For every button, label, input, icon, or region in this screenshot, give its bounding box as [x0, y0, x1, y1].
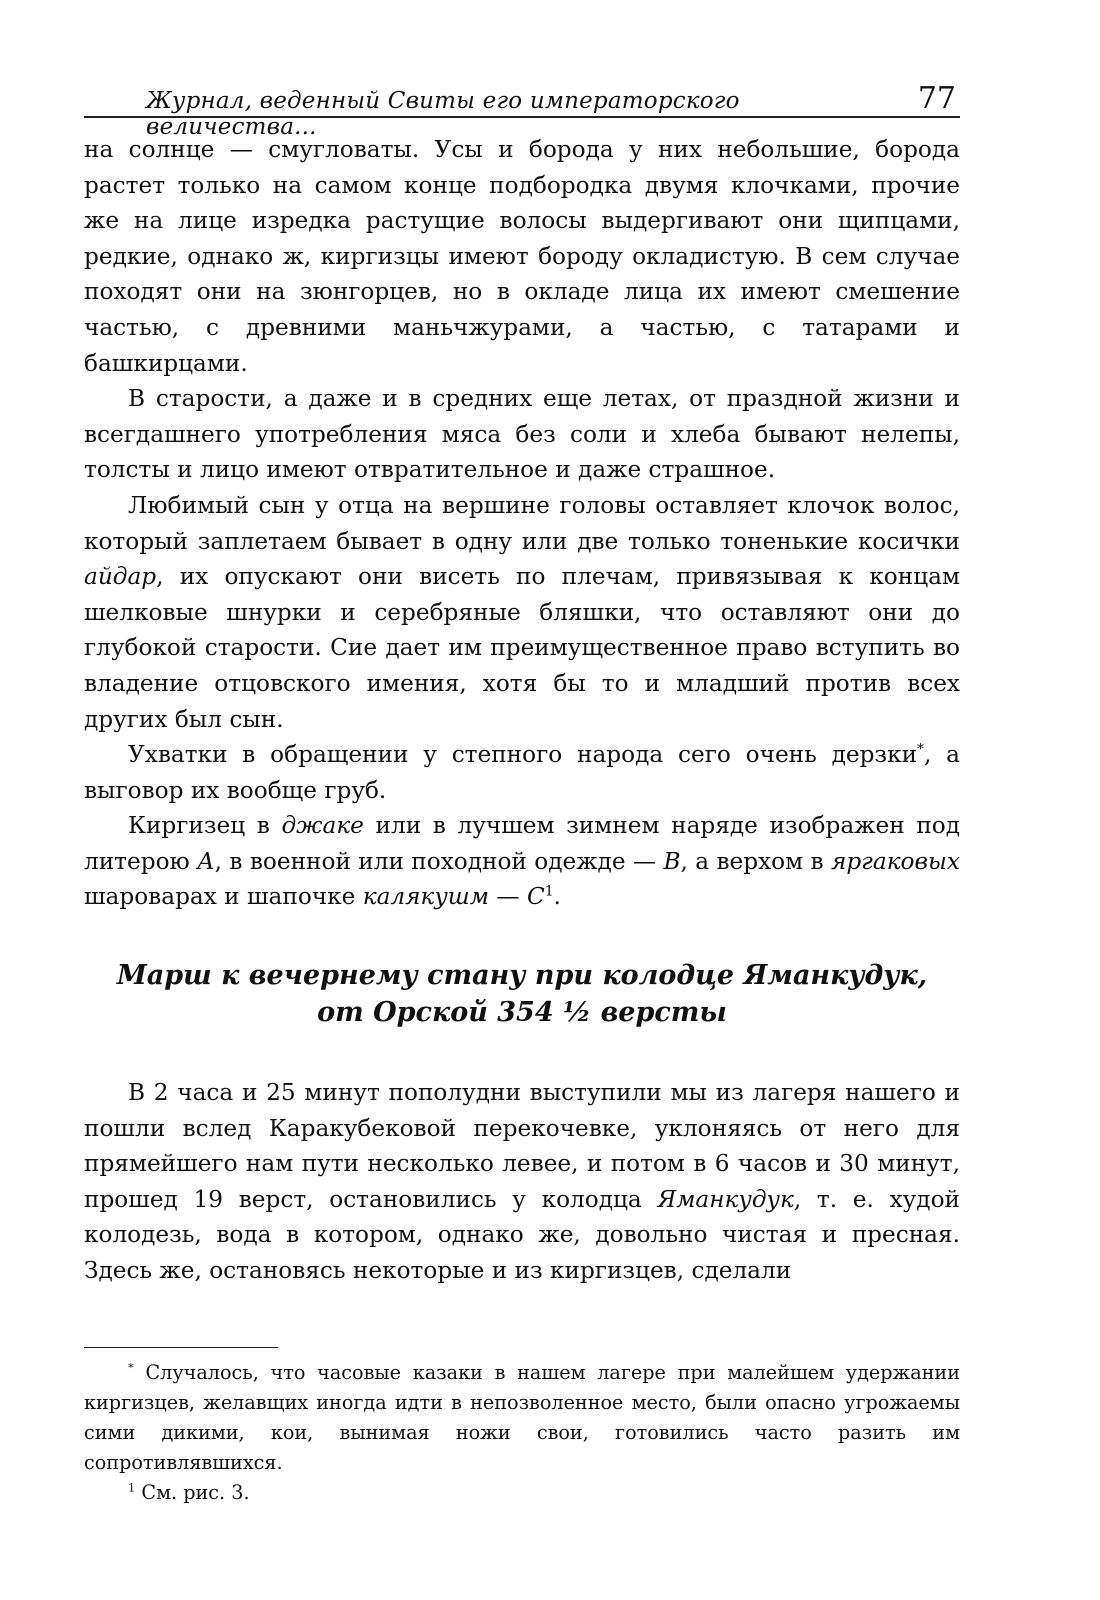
letter-b: В: [663, 847, 681, 875]
paragraph-3-text-b: , их опускают они висеть по плечам, привязывая к концам шелковые шнурки и серебряные бляшки, что оставляют они до глубокой старости. Сие дает им преимущественное право вступить во владение отцовского имения, хотя бы то и младший против всех других был сын.: [84, 563, 960, 733]
footnote-1-text: См. рис. 3.: [135, 1480, 250, 1504]
running-title: Журнал, веденный Свиты его императорского величества...: [146, 88, 740, 140]
paragraph-5-text-f: —: [489, 883, 527, 911]
footnote-1-mark: 1: [128, 1480, 136, 1495]
footnote-star-ref: *: [917, 741, 924, 758]
paragraph-1: на солнце — смугловаты. Усы и борода у них небольшие, борода растет только на самом конце подбородка двумя клочками, прочие же на лице изредка растущие волосы выдергивают они щипцами, редкие, однако ж, киргизцы имеют бороду окладистую. В сем случае походят они на зюнгорцев, но в окладе лица их имеют смешение частью, с древними маньчжурами, а частью, с татарами и башкирцами.: [84, 136, 960, 377]
main-text: [84, 132, 960, 1289]
place-yamankuduk: Яманкудук: [657, 1185, 794, 1213]
section-heading-line-2: от Орской 354 ½ версты: [317, 997, 727, 1029]
term-yargakovyh: яргаковых: [830, 847, 960, 875]
footnote-divider: [84, 1347, 278, 1348]
book-page: [84, 70, 960, 1570]
paragraph-3-text-a: Любимый сын у отца на вершине головы оставляет клочок волос, который заплетаем бывает в одну или две только тоненькие косички: [84, 491, 960, 555]
march-paragraph-text-a: В 2 часа и 25 минут пополудни выступили мы из лагеря нашего и пошли вслед Каракубековой перекочевке, уклоняясь от него для прямейшего нам пути несколько левее, и потом в 6 часов и 30 минут, прошед 19 верст, остановились у колодца: [84, 1079, 960, 1213]
footnote-star-mark: *: [128, 1360, 134, 1375]
page-number: 77: [917, 81, 956, 116]
march-paragraph: [84, 1075, 960, 1289]
paragraph-4: [84, 737, 960, 808]
section-heading: [84, 957, 960, 1031]
term-kalyakushm: калякушм: [362, 883, 489, 911]
march-paragraph-text-b: , т. е. худой колодезь, вода в котором, однако же, довольно чистая и пресная. Здесь же, остановясь некоторые и из киргизцев, сделали: [84, 1185, 960, 1285]
footnote-star-text: Случалось, что часовые казаки в нашем лагере при малейшем удержании киргизцев, желавщих иногда идти в непозволенное место, были опасно угрожаемы сими дикими, кои, вынимая ножи свои, готовились часто разить им сопротивлявшихся.: [84, 1360, 960, 1474]
paragraph-5-text-d: , а верхом в: [680, 847, 831, 875]
paragraph-4-text: Ухватки в обращении у степного народа сего очень дерзки: [128, 741, 918, 769]
paragraph-4-tail: , а выговор их вообще груб.: [84, 741, 960, 804]
footnote-1: [84, 1478, 960, 1508]
paragraph-5-text-c: , в военной или походной одежде —: [214, 847, 664, 875]
footnotes: [84, 1358, 960, 1508]
section-heading-line-1: Марш к вечернему стану при колодце Яманкудук,: [116, 960, 928, 992]
paragraph-5-text-e: шароварах и шапочке: [84, 883, 363, 911]
letter-c: С: [526, 883, 545, 911]
paragraph-2: В старости, а даже и в средних еще летах, от праздной жизни и всегдашнего употребления мяса без соли и хлеба бывают нелепы, толсты и лицо имеют отвратительное и даже страшное.: [84, 385, 960, 484]
paragraph-5-text-g: .: [553, 883, 561, 911]
term-djake: джаке: [281, 812, 364, 840]
paragraph-3: [84, 488, 960, 737]
paragraph-5-text-b: или в лучшем зимнем наряде изображен под литерою: [84, 812, 961, 875]
paragraph-5: [84, 808, 960, 915]
letter-a: А: [197, 847, 215, 875]
running-header: [84, 70, 960, 140]
term-aidar: айдар: [84, 563, 157, 591]
footnote-1-ref: 1: [544, 883, 554, 900]
paragraph-5-text-a: Киргизец в: [128, 812, 282, 840]
footnote-star: [84, 1358, 960, 1478]
